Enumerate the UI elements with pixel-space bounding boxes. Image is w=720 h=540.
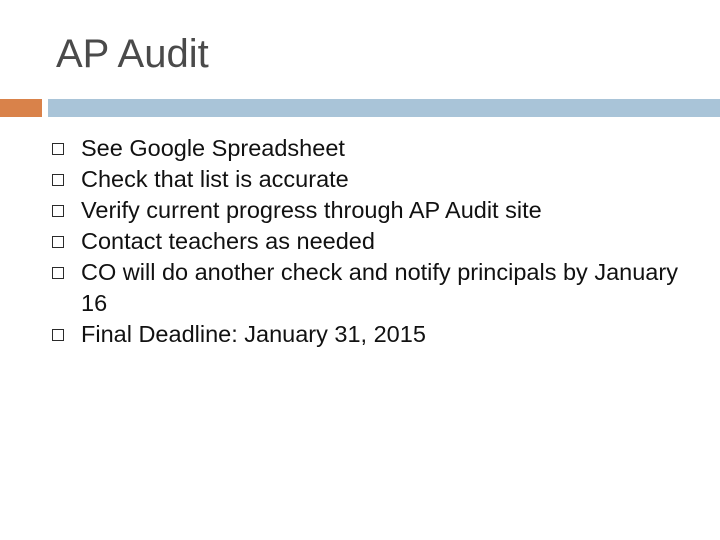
hollow-square-bullet-icon — [52, 267, 64, 279]
bullet-item — [50, 195, 700, 226]
hollow-square-bullet-icon — [52, 329, 64, 341]
title-accent-bar — [0, 99, 42, 117]
title-rule-bar — [48, 99, 720, 117]
bullet-text: Verify current progress through AP Audit site — [81, 197, 542, 223]
bullet-list — [50, 133, 700, 350]
bullet-text: Check that list is accurate — [81, 166, 349, 192]
slide-title: AP Audit — [56, 32, 209, 76]
bullet-text: Contact teachers as needed — [81, 228, 375, 254]
hollow-square-bullet-icon — [52, 143, 64, 155]
bullet-text: See Google Spreadsheet — [81, 135, 345, 161]
bullet-item — [50, 164, 700, 195]
bullet-item — [50, 133, 700, 164]
bullet-text: Final Deadline: January 31, 2015 — [81, 321, 426, 347]
hollow-square-bullet-icon — [52, 205, 64, 217]
hollow-square-bullet-icon — [52, 236, 64, 248]
bullet-item — [50, 257, 700, 319]
bullet-text: CO will do another check and notify principals by January 16 — [81, 259, 678, 316]
bullet-item — [50, 226, 700, 257]
hollow-square-bullet-icon — [52, 174, 64, 186]
bullet-item — [50, 319, 700, 350]
